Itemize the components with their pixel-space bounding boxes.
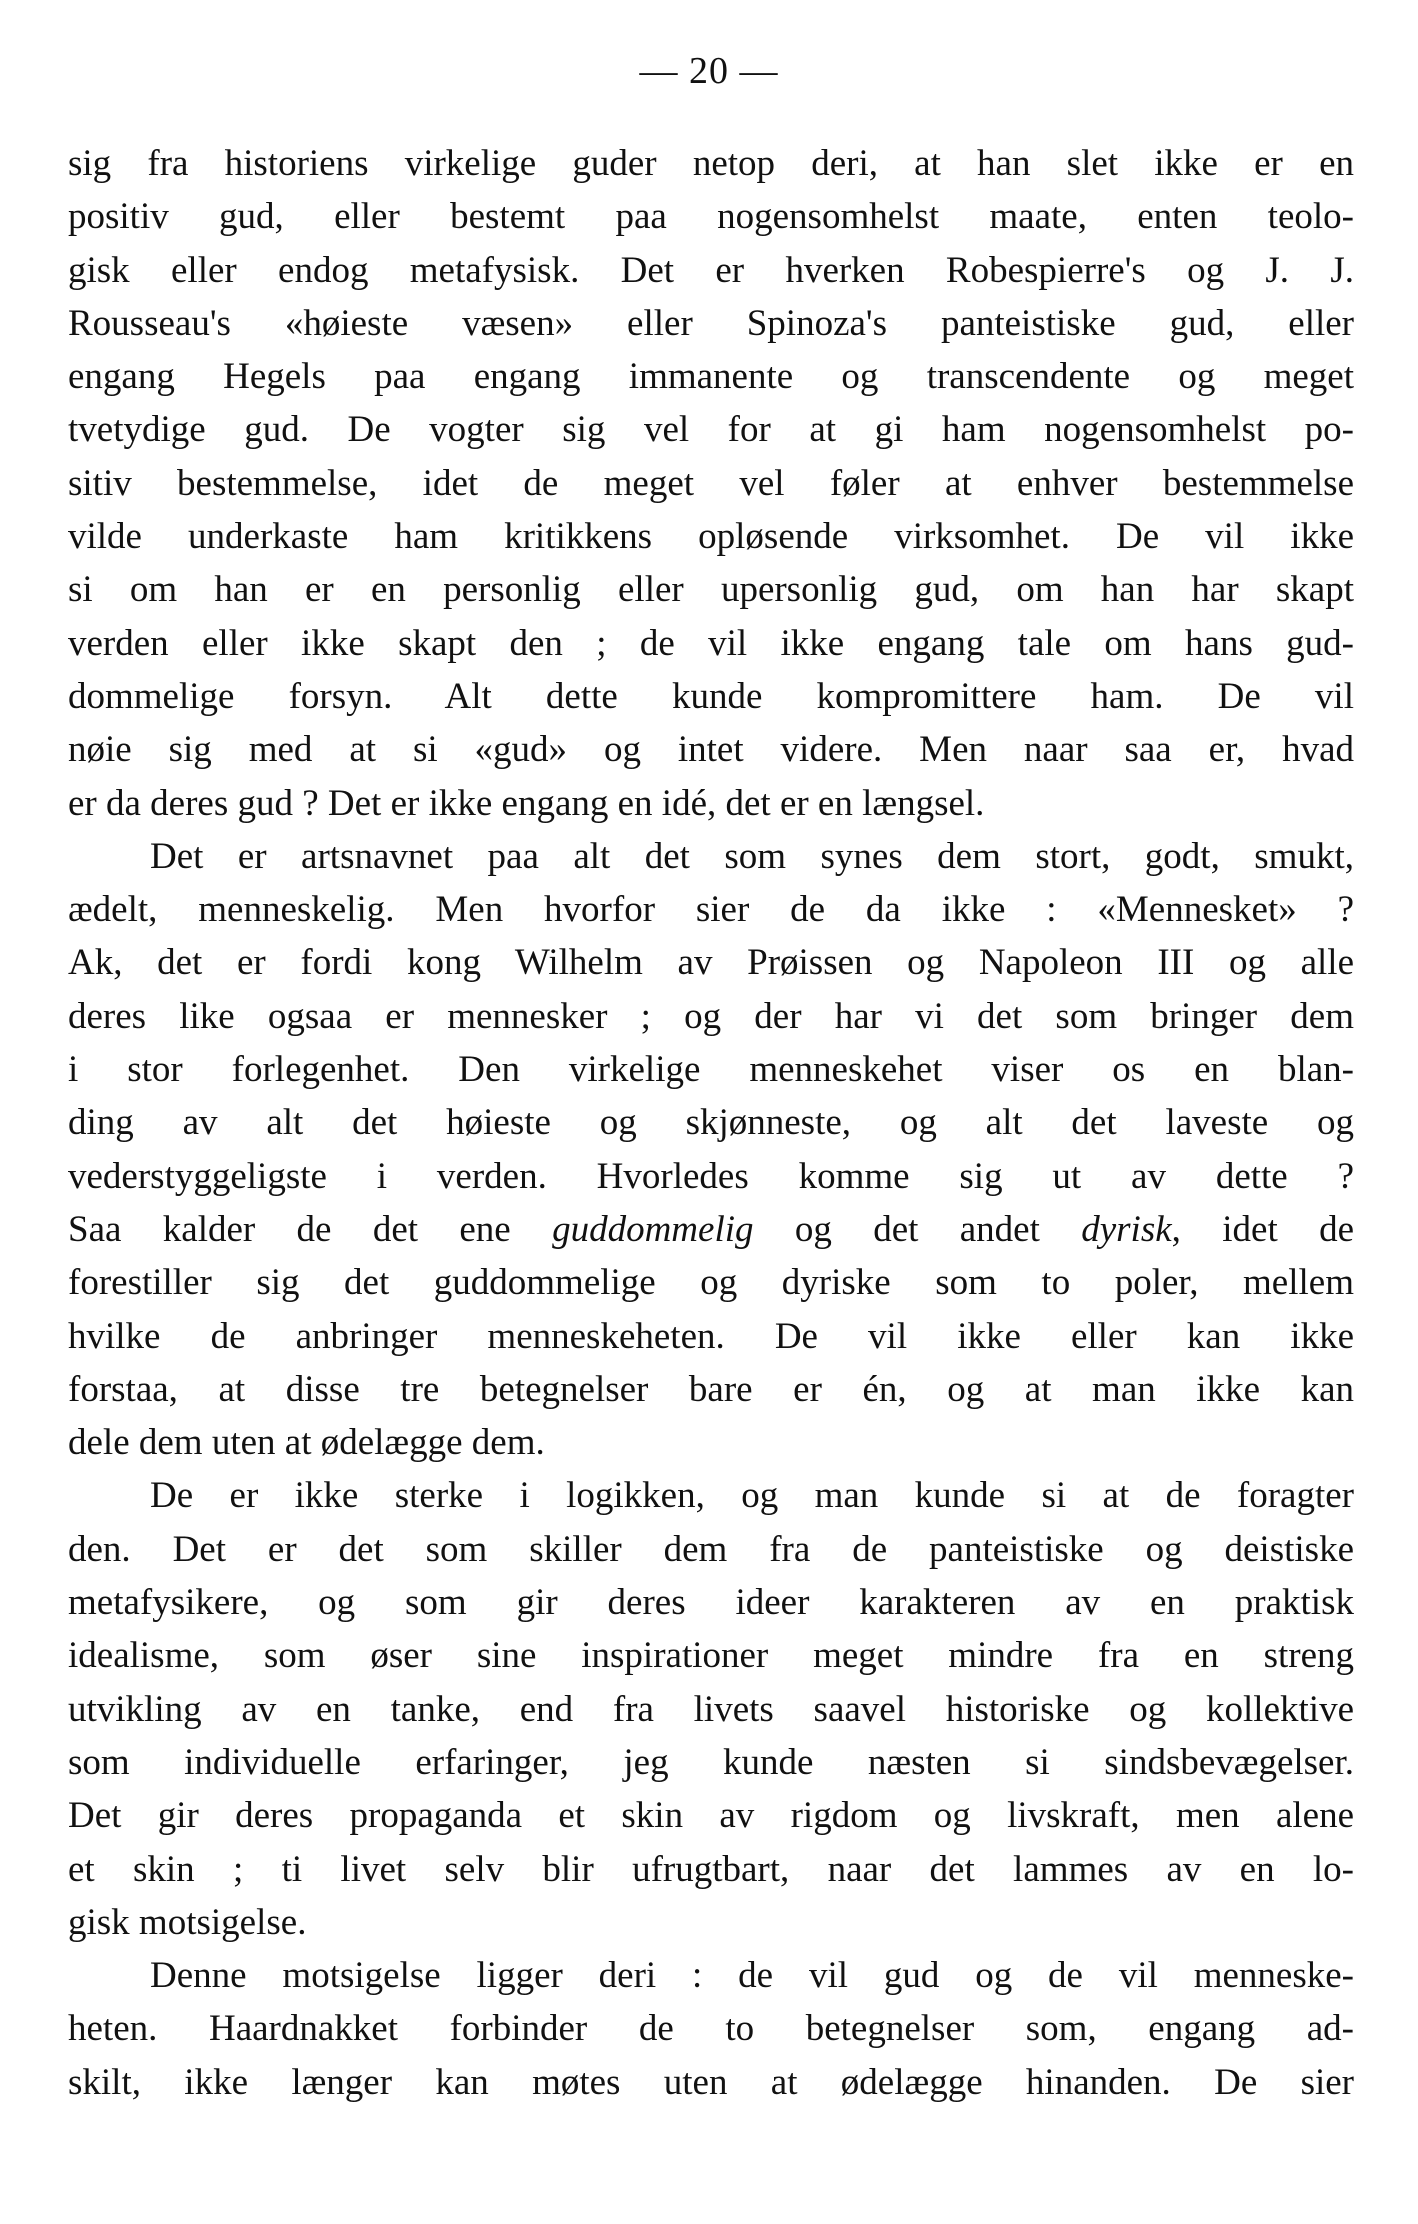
text-line: si om han er en personlig eller upersonlig gud, om han har skapt <box>68 569 1354 611</box>
text-line: Det gir deres propaganda et skin av rigdom og livskraft, men alene <box>68 1795 1354 1837</box>
text-segment: , idet de <box>1171 1208 1354 1250</box>
paragraph-1 <box>68 137 1354 830</box>
text-segment: Saa kalder de det ene <box>68 1208 553 1250</box>
text-line: Rousseau's «høieste væsen» eller Spinoza's panteistiske gud, eller <box>68 302 1354 344</box>
text-line: gisk motsigelse. <box>68 1901 307 1943</box>
text-segment: og det andet <box>753 1208 1082 1250</box>
text-line: Ak, det er fordi kong Wilhelm av Prøissen og Napoleon III og alle <box>68 942 1354 984</box>
text-line: sitiv bestemmelse, idet de meget vel føler at enhver bestemmelse <box>68 462 1354 504</box>
text-line: utvikling av en tanke, end fra livets saavel historiske og kollektive <box>68 1688 1354 1730</box>
text-line: Denne motsigelse ligger deri : de vil gud og de vil menneske- <box>150 1955 1354 1997</box>
text-line: i stor forlegenhet. Den virkelige menneskehet viser os en blan- <box>68 1049 1354 1091</box>
italic-word-dyrisk: dyrisk <box>1081 1208 1172 1250</box>
text-line: ding av alt det høieste og skjønneste, og alt det laveste og <box>68 1102 1354 1144</box>
text-line: skilt, ikke længer kan møtes uten at ødelægge hinanden. De sier <box>68 2061 1354 2103</box>
text-line: den. Det er det som skiller dem fra de panteistiske og deistiske <box>68 1528 1354 1570</box>
text-body <box>68 137 1354 2109</box>
text-line: sig fra historiens virkelige guder netop deri, at han slet ikke er en <box>68 143 1354 184</box>
text-line: forstaa, at disse tre betegnelser bare er én, og at man ikke kan <box>68 1368 1354 1410</box>
text-line: verden eller ikke skapt den ; de vil ikke engang tale om hans gud- <box>68 622 1354 664</box>
text-line: nøie sig med at si «gud» og intet videre. Men naar saa er, hvad <box>68 729 1354 771</box>
text-line <box>68 1203 1354 1256</box>
italic-word-guddommelig: guddommelig <box>552 1208 754 1250</box>
text-line: ædelt, menneskelig. Men hvorfor sier de da ikke : «Mennesket» ? <box>68 889 1354 931</box>
text-line: engang Hegels paa engang immanente og transcendente og meget <box>68 356 1354 398</box>
text-line: metafysikere, og som gir deres ideer karakteren av en praktisk <box>68 1582 1354 1624</box>
text-line: er da deres gud ? Det er ikke engang en idé, det er en længsel. <box>68 782 985 824</box>
text-line: dommelige forsyn. Alt dette kunde kompromittere ham. De vil <box>68 675 1354 717</box>
paragraph-4 <box>68 1949 1354 2109</box>
text-line: heten. Haardnakket forbinder de to betegnelser som, engang ad- <box>68 2008 1354 2050</box>
text-line: tvetydige gud. De vogter sig vel for at gi ham nogensomhelst po- <box>68 409 1354 451</box>
text-line: Det er artsnavnet paa alt det som synes dem stort, godt, smukt, <box>150 835 1354 877</box>
text-line: vilde underkaste ham kritikkens opløsende virksomhet. De vil ikke <box>68 516 1354 558</box>
paragraph-2 <box>68 830 1354 1470</box>
text-line: deres like ogsaa er mennesker ; og der har vi det som bringer dem <box>68 995 1354 1037</box>
paragraph-3 <box>68 1469 1354 1949</box>
text-line: hvilke de anbringer menneskeheten. De vil ikke eller kan ikke <box>68 1315 1354 1357</box>
text-line: et skin ; ti livet selv blir ufrugtbart, naar det lammes av en lo- <box>68 1848 1354 1890</box>
page-number: — 20 — <box>639 50 779 92</box>
text-line: De er ikke sterke i logikken, og man kunde si at de foragter <box>150 1475 1354 1517</box>
text-line: dele dem uten at ødelægge dem. <box>68 1422 545 1464</box>
text-line: vederstyggeligste i verden. Hvorledes komme sig ut av dette ? <box>68 1155 1354 1197</box>
text-line: som individuelle erfaringer, jeg kunde næsten si sindsbevægelser. <box>68 1741 1354 1783</box>
text-line: idealisme, som øser sine inspirationer meget mindre fra en streng <box>68 1635 1354 1677</box>
text-line: positiv gud, eller bestemt paa nogensomhelst maate, enten teolo- <box>68 196 1354 238</box>
text-line: forestiller sig det guddommelige og dyriske som to poler, mellem <box>68 1262 1354 1304</box>
text-line: gisk eller endog metafysisk. Det er hverken Robespierre's og J. J. <box>68 249 1354 291</box>
